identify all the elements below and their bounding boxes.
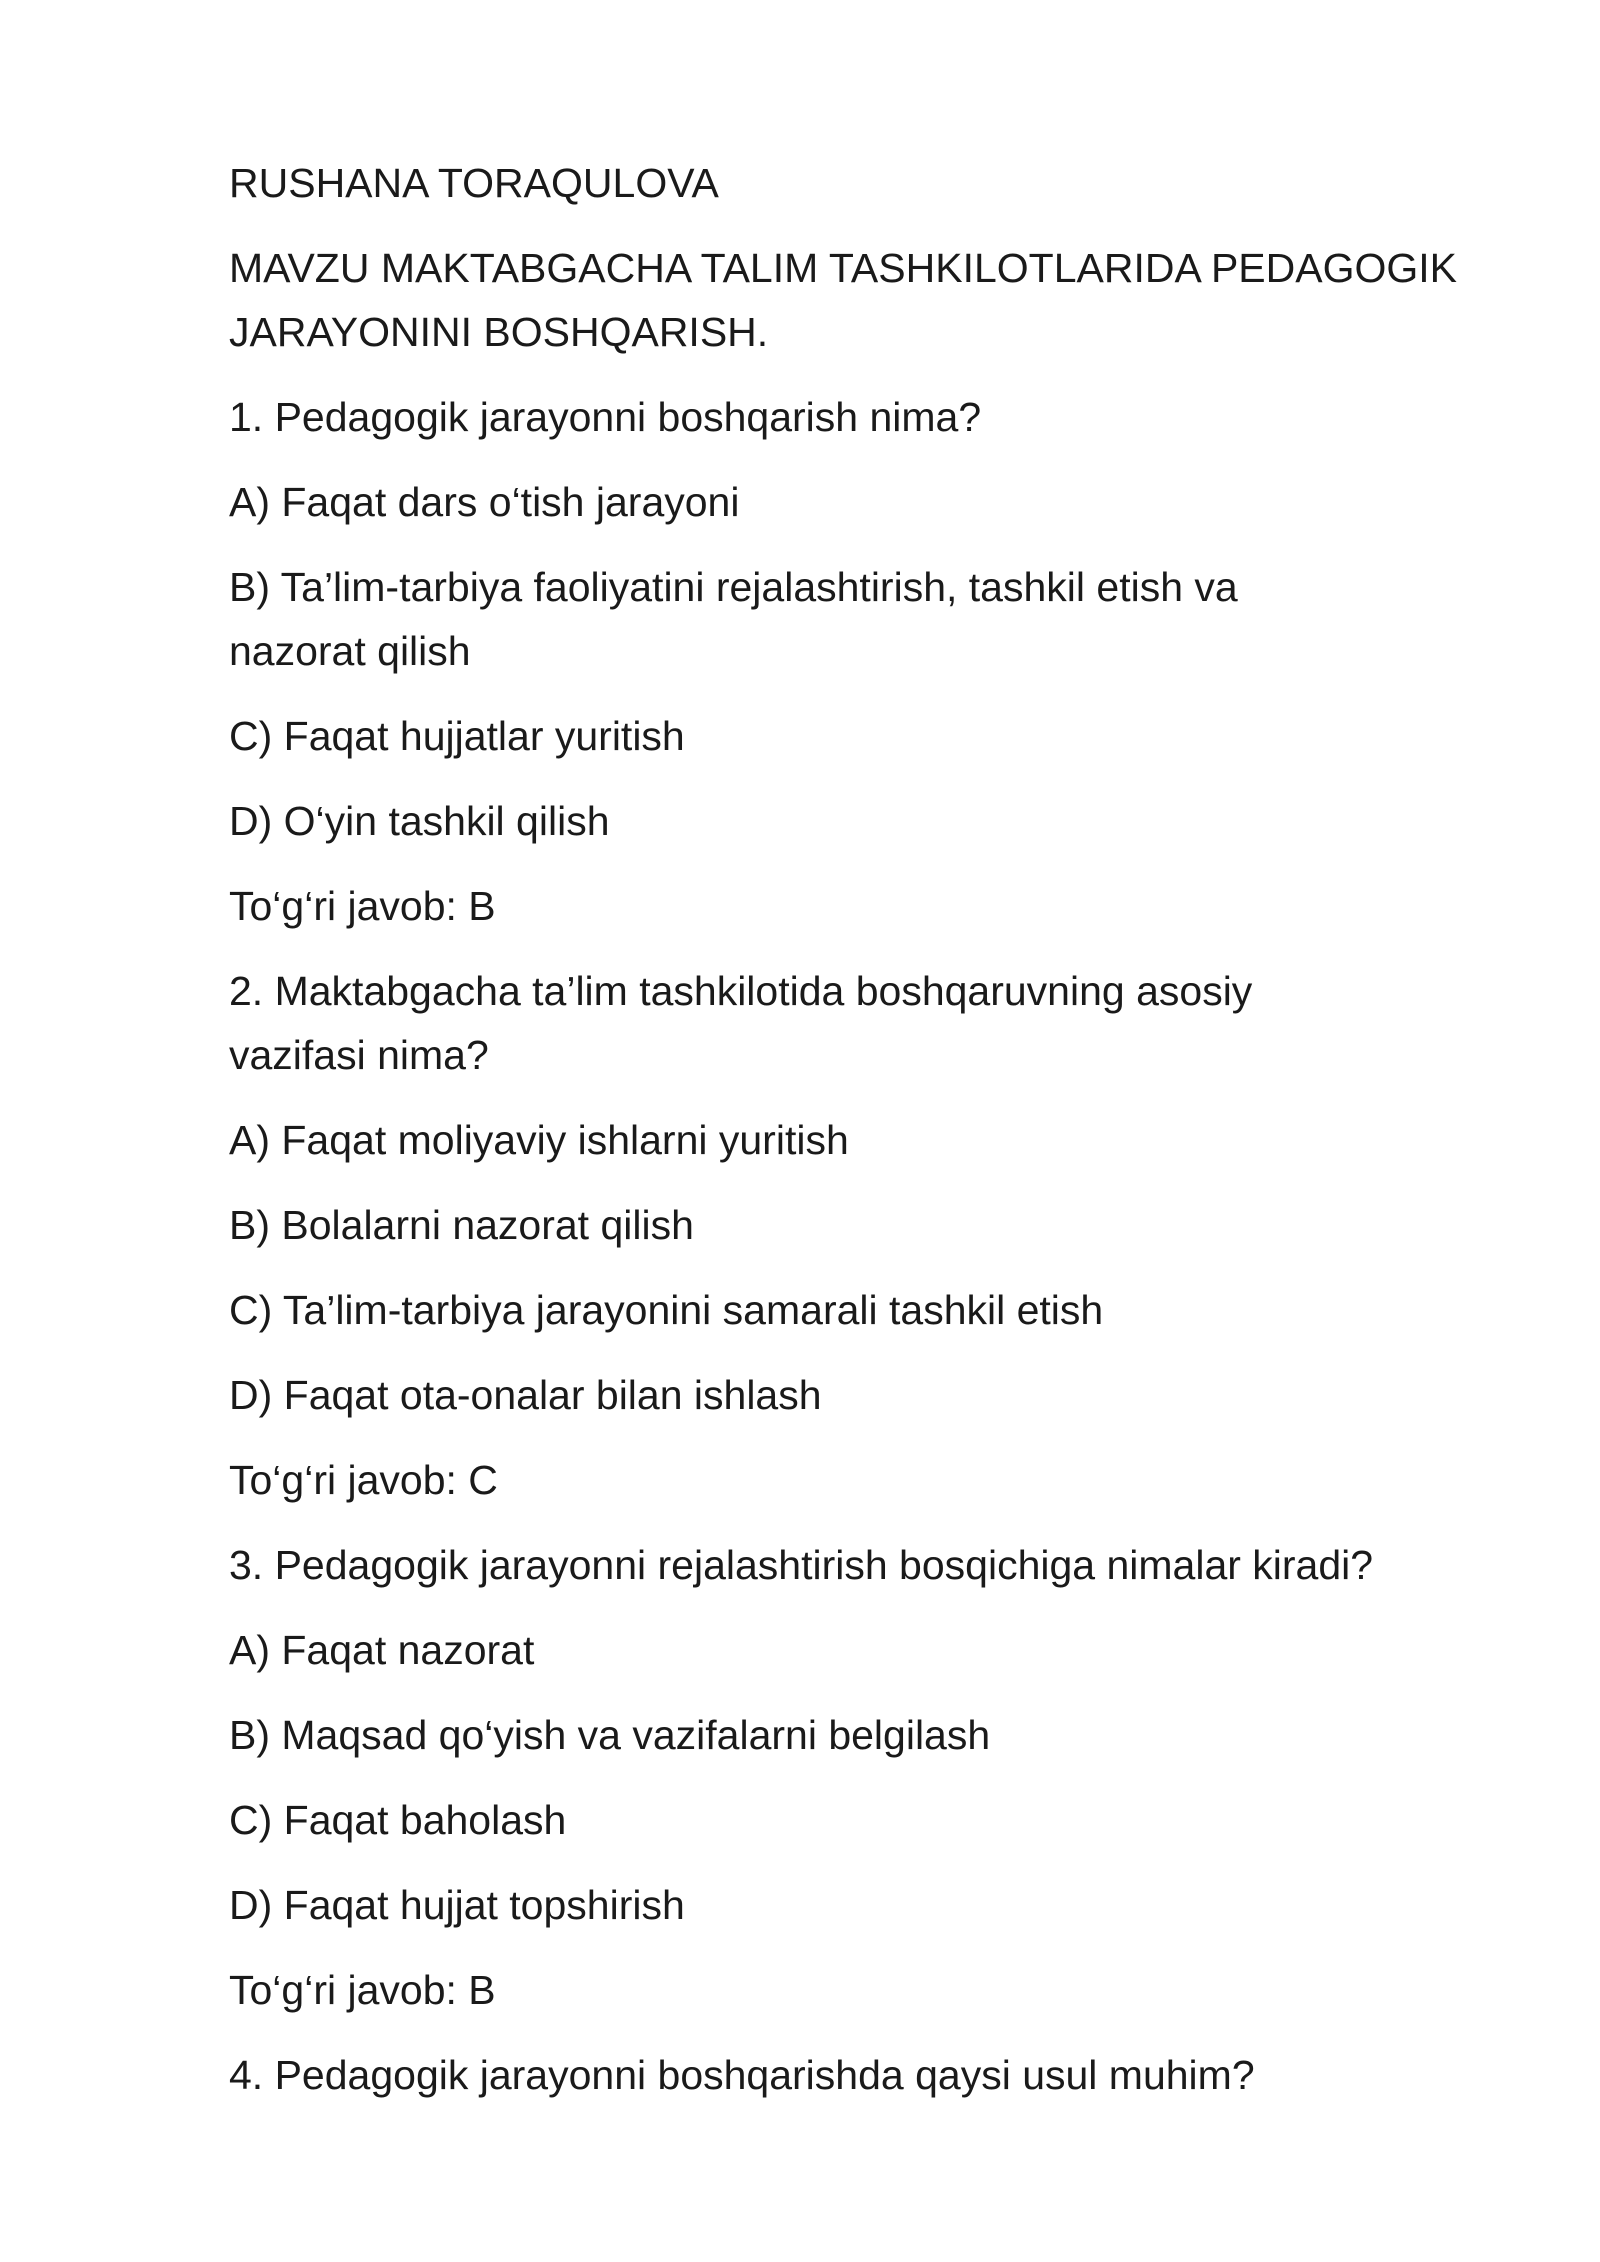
question-1-option-b-cont: nazorat qilish: [229, 628, 471, 674]
question-4: 4. Pedagogik jarayonni boshqarishda qaysi usul muhim?: [229, 2052, 1255, 2098]
question-3: 3. Pedagogik jarayonni rejalashtirish bosqichiga nimalar kiradi?: [229, 1542, 1374, 1588]
question-2-answer: To‘g‘ri javob: C: [229, 1457, 498, 1503]
question-2-cont: vazifasi nima?: [229, 1032, 489, 1078]
question-2-option-a: A) Faqat moliyaviy ishlarni yuritish: [229, 1117, 849, 1163]
question-1: 1. Pedagogik jarayonni boshqarish nima?: [229, 394, 982, 440]
question-2-option-b: B) Bolalarni nazorat qilish: [229, 1202, 694, 1248]
question-3-option-b: B) Maqsad qo‘yish va vazifalarni belgilash: [229, 1712, 991, 1758]
question-2-option-d: D) Faqat ota-onalar bilan ishlash: [229, 1372, 822, 1418]
question-3-answer: To‘g‘ri javob: B: [229, 1967, 496, 2013]
question-3-option-c: C) Faqat baholash: [229, 1797, 567, 1843]
question-1-option-a: A) Faqat dars o‘tish jarayoni: [229, 479, 740, 525]
question-1-answer: To‘g‘ri javob: B: [229, 883, 496, 929]
question-3-option-a: A) Faqat nazorat: [229, 1627, 535, 1673]
author-name: RUSHANA TORAQULOVA: [229, 160, 719, 206]
question-1-option-b: B) Ta’lim-tarbiya faoliyatini rejalashtirish, tashkil etish va: [229, 564, 1238, 610]
question-2: 2. Maktabgacha ta’lim tashkilotida boshqaruvning asosiy: [229, 968, 1253, 1014]
topic-title-line-2: JARAYONINI BOSHQARISH.: [229, 309, 769, 355]
question-1-option-d: D) O‘yin tashkil qilish: [229, 798, 610, 844]
topic-title-line-1: MAVZU MAKTABGACHA TALIM TASHKILOTLARIDA PEDAGOGIK: [229, 245, 1457, 291]
question-2-option-c: C) Ta’lim-tarbiya jarayonini samarali tashkil etish: [229, 1287, 1104, 1333]
question-3-option-d: D) Faqat hujjat topshirish: [229, 1882, 685, 1928]
question-1-option-c: C) Faqat hujjatlar yuritish: [229, 713, 685, 759]
